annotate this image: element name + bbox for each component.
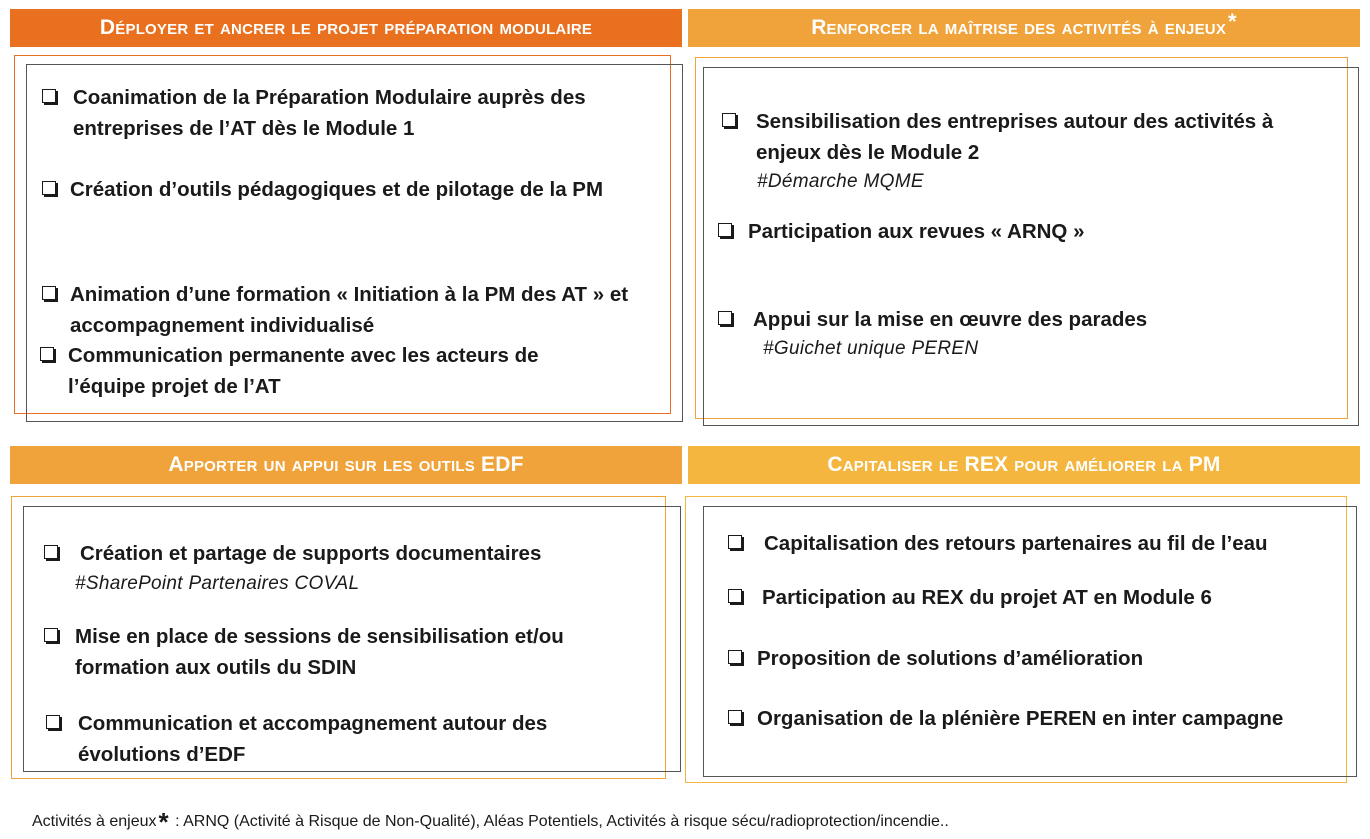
section-title-deploy: Déployer et ancrer le projet préparation modulaire bbox=[99, 16, 593, 39]
list-item-text: Proposition de solutions d’amélioration bbox=[757, 647, 1144, 670]
checkbox-icon bbox=[46, 715, 60, 729]
checkbox-icon bbox=[728, 710, 742, 724]
hashtag-mqme: #Démarche MQME bbox=[757, 171, 924, 192]
list-item bbox=[42, 174, 662, 205]
checkbox-icon bbox=[718, 311, 732, 325]
section-title-support: Apporter un appui sur les outils EDF bbox=[168, 453, 524, 476]
section-title-reinforce: Renforcer la maîtrise des activités à enjeux bbox=[811, 16, 1227, 39]
list-item-text: Appui sur la mise en œuvre des parades bbox=[753, 308, 1148, 331]
checkbox-icon bbox=[40, 347, 54, 361]
list-item bbox=[46, 708, 666, 770]
list-item-text: Communication permanente avec les acteurs de l’équipe projet de l’AT bbox=[68, 344, 539, 398]
checkbox-icon bbox=[728, 589, 742, 603]
list-item-text: Coanimation de la Préparation Modulaire auprès des entreprises de l’AT dès le Module 1 bbox=[73, 86, 586, 140]
list-item-text: Animation d’une formation « Initiation à la PM des AT » et accompagnement individualisé bbox=[70, 283, 629, 337]
section-header-reinforce bbox=[688, 9, 1360, 47]
footnote-asterisk: * bbox=[158, 807, 169, 837]
list-item bbox=[728, 528, 1348, 559]
list-item bbox=[44, 621, 664, 683]
list-item bbox=[44, 538, 664, 569]
checkbox-icon bbox=[718, 223, 732, 237]
list-item-text: Communication et accompagnement autour des évolutions d’EDF bbox=[78, 712, 548, 766]
asterisk-marker: * bbox=[1228, 9, 1237, 34]
list-item bbox=[718, 216, 1338, 247]
footnote bbox=[32, 802, 949, 837]
list-item-text: Création d’outils pédagogiques et de pilotage de la PM bbox=[70, 178, 604, 201]
checkbox-icon bbox=[42, 286, 56, 300]
section-header-capitalise bbox=[688, 446, 1360, 484]
list-item bbox=[728, 703, 1348, 734]
list-item-text: Participation aux revues « ARNQ » bbox=[748, 220, 1085, 243]
footnote-text: : ARNQ (Activité à Risque de Non-Qualité), Aléas Potentiels, Activités à risque sécu/radioprotection/incendie.. bbox=[175, 813, 949, 830]
list-item-text: Capitalisation des retours partenaires au fil de l’eau bbox=[764, 532, 1268, 555]
list-item bbox=[42, 279, 662, 341]
list-item bbox=[728, 643, 1348, 674]
list-item-text: Mise en place de sessions de sensibilisation et/ou formation aux outils du SDIN bbox=[75, 625, 564, 679]
list-item-text: Organisation de la plénière PEREN en inter campagne bbox=[757, 707, 1284, 730]
checkbox-icon bbox=[44, 545, 58, 559]
checkbox-icon bbox=[728, 535, 742, 549]
list-item bbox=[718, 304, 1338, 335]
section-header-deploy bbox=[10, 9, 682, 47]
list-item bbox=[40, 340, 660, 402]
checkbox-icon bbox=[42, 181, 56, 195]
list-item-text: Sensibilisation des entreprises autour des activités à enjeux dès le Module 2 bbox=[756, 110, 1274, 164]
section-header-support bbox=[10, 446, 682, 484]
checkbox-icon bbox=[722, 113, 736, 127]
section-title-capitalise: Capitaliser le REX pour améliorer la PM bbox=[827, 453, 1221, 476]
list-item-text: Participation au REX du projet AT en Module 6 bbox=[762, 586, 1212, 609]
list-item-text: Création et partage de supports documentaires bbox=[80, 542, 542, 565]
list-item bbox=[42, 82, 662, 144]
checkbox-icon bbox=[728, 650, 742, 664]
list-item bbox=[722, 106, 1342, 168]
list-item bbox=[728, 582, 1348, 613]
checkbox-icon bbox=[42, 89, 56, 103]
checkbox-icon bbox=[44, 628, 58, 642]
footnote-label: Activités à enjeux bbox=[32, 813, 157, 830]
hashtag-guichet: #Guichet unique PEREN bbox=[763, 338, 979, 359]
hashtag-sharepoint: #SharePoint Partenaires COVAL bbox=[75, 573, 360, 594]
